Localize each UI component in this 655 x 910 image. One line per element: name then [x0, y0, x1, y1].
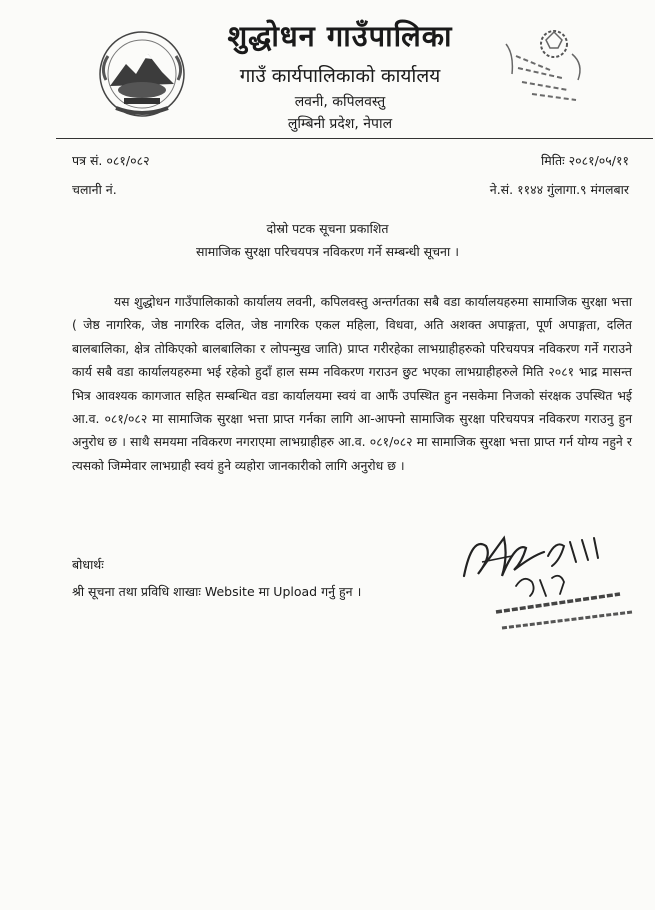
notice-subject: सामाजिक सुरक्षा परिचयपत्र नविकरण गर्ने सम्बन्धी सूचना ।	[196, 244, 459, 259]
municipality-name: शुद्धोधन गाउँपालिका	[227, 19, 453, 53]
dispatch-number: चलानी नं.	[72, 182, 117, 197]
notice-body-paragraph: यस शुद्धोधन गाउँपालिकाको कार्यालय लवनी, कपिलवस्तु अन्तर्गतका सबै वडा कार्यालयहरुमा सामाजिक सुरक्षा भत्ता ( जेष्ठ नागरिक, जेष्ठ नागरिक दलित, जेष्ठ नागरिक एकल महिला, विधवा, अति अशक्त अपाङ्गता, पूर्ण अपाङ्गता, दलित बालबालिका, क्षेत्र तोकिएको बालबालिका र लोपन्मुख जाति) प्राप्त गरीरहेका लाभग्राहीहरुको परिचयपत्र नविकरण गर्ने गराउने कार्य सबै वडा कार्यालयहरुमा भई रहेको हुदाँ हाल सम्म नविकरण गराउन छुट भएका लाभग्राहीहरुले मिति २०८१ भाद्र मासन्त भित्र आवश्यक कागजात सहित सम्बन्धित वडा कार्यालयमा स्वयं वा आफैं उपस्थित हुन नसकेमा निजको संरक्षक उपस्थित भई आ.व. ०८१/०८२ मा सामाजिक सुरक्षा भत्ता प्राप्त गर्नका लागि आ-आफ्नो सामाजिक सुरक्षा परिचयपत्र नविकरण गराउनु हुन अनुरोध छ । साथै समयमा नविकरण नगराएमा लाभग्राहीहरु आ.व. ०८१/०८२ मा सामाजिक सुरक्षा भत्ता प्राप्त गर्न योग्य नहुने र त्यसको जिम्मेवार लाभग्राही स्वयं हुने व्यहोरा जानकारीको लागि अनुरोध छ ।	[72, 294, 632, 473]
letter-number: पत्र सं. ०८१/०८२	[72, 153, 150, 168]
office-name: गाउँ कार्यपालिकाको कार्यालय	[239, 65, 441, 87]
office-stamp-icon	[492, 14, 596, 118]
address-line-2: लुम्बिनी प्रदेश, नेपाल	[287, 116, 393, 132]
cc-item: श्री सूचना तथा प्रविधि शाखाः Website मा Upload गर्नु हुन ।	[72, 584, 362, 599]
handwritten-signature-icon	[452, 516, 652, 646]
letter-date: मितिः २०८१/०५/११	[541, 153, 629, 168]
cc-label: बोधार्थः	[72, 557, 104, 572]
address-line-1: लवनी, कपिलवस्तु	[294, 94, 386, 110]
nepal-emblem-icon	[96, 28, 188, 120]
notice-publication-line: दोस्रो पटक सूचना प्रकाशित	[266, 221, 389, 236]
header-divider	[56, 138, 653, 139]
nepal-sambat-date: ने.सं. ११४४ गुंलागा.९ मंगलबार	[489, 182, 629, 197]
